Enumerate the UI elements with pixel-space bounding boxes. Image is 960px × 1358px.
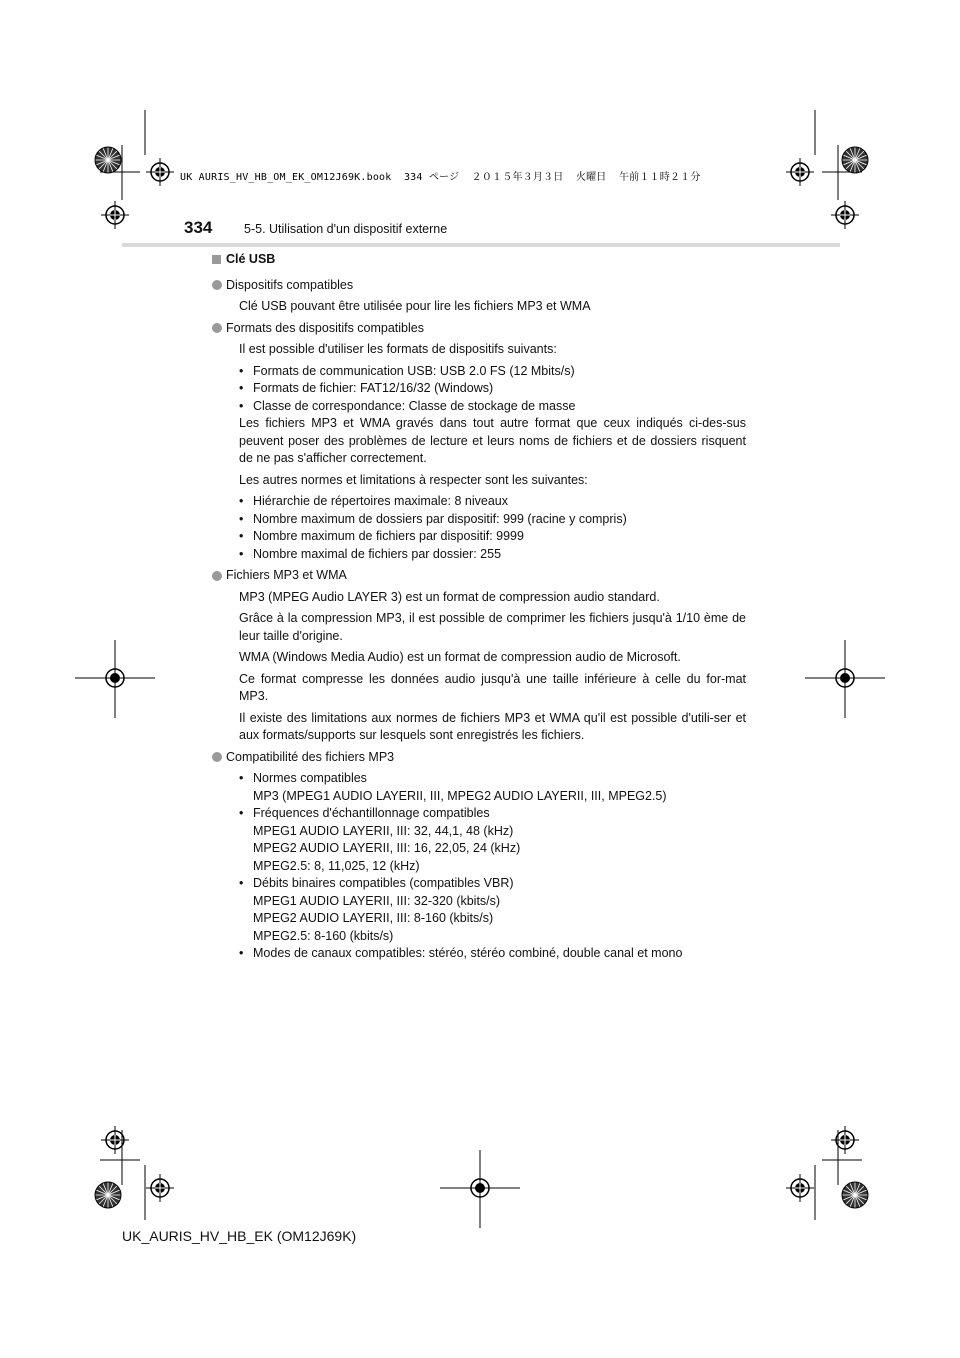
paragraph: Il est possible d'utiliser les formats de dispositifs suivants: — [239, 342, 557, 356]
section-heading — [212, 251, 746, 269]
list-item: • Classe de correspondance: Classe de stockage de masse — [239, 398, 746, 416]
list-subitem: MPEG1 AUDIO LAYERII, III: 32-320 (kbits/s) — [253, 893, 501, 908]
list-item: • Modes de canaux compatibles: stéréo, stéréo combiné, double canal et mono — [239, 945, 746, 963]
paragraph: WMA (Windows Media Audio) est un format de compression audio de Microsoft. — [239, 650, 681, 664]
list-item: • Hiérarchie de répertoires maximale: 8 niveaux — [239, 493, 746, 511]
list-item: • Débits binaires compatibles (compatibles VBR) — [239, 875, 746, 893]
paragraph: Les autres normes et limitations à respecter sont les suivantes: — [239, 472, 588, 487]
page-content — [212, 251, 746, 967]
header-rule — [122, 243, 840, 247]
list-subitem: MP3 (MPEG1 AUDIO LAYERII, III, MPEG2 AUDIO LAYERII, III, MPEG2.5) — [253, 788, 667, 803]
bullet-title: Dispositifs compatibles — [226, 277, 354, 292]
section-title: 5-5. Utilisation d'un dispositif externe — [244, 222, 448, 236]
list-subitem: MPEG2.5: 8-160 (kbits/s) — [253, 928, 394, 943]
bullet-title: Formats des dispositifs compatibles — [226, 320, 424, 335]
list-subitem: MPEG1 AUDIO LAYERII, III: 32, 44,1, 48 (kHz) — [253, 823, 514, 838]
list-subitem: MPEG2 AUDIO LAYERII, III: 16, 22,05, 24 (kHz) — [253, 841, 521, 855]
bullet-title: Fichiers MP3 et WMA — [226, 568, 347, 582]
circle-bullet-icon — [212, 280, 222, 290]
list-item: • Nombre maximum de fichiers par dispositif: 9999 — [239, 528, 746, 546]
list — [239, 493, 746, 563]
bullet-item — [212, 749, 746, 767]
page-number: 334 — [184, 218, 213, 237]
paragraph: Il existe des limitations aux normes de fichiers MP3 et WMA qu'il est possible d'utili-ser et aux formats/supports sur lesquels sont enregistrés les fichiers. — [239, 710, 746, 742]
heading-text: Clé USB — [226, 252, 276, 266]
bullet-item — [212, 277, 746, 295]
paragraph: Clé USB pouvant être utilisée pour lire les fichiers MP3 et WMA — [239, 299, 591, 313]
list-item: • Formats de communication USB: USB 2.0 FS (12 Mbits/s) — [239, 363, 746, 381]
document-code: UK_AURIS_HV_HB_EK (OM12J69K) — [122, 1228, 357, 1244]
paragraph: Ce format compresse les données audio jusqu'à une taille inférieure à celle du for-mat MP3. — [239, 671, 746, 703]
list-item: • Normes compatibles — [239, 770, 746, 788]
paragraph: Grâce à la compression MP3, il est possible de comprimer les fichiers jusqu'à 1/10 ème de leur taille d'origine. — [239, 611, 746, 643]
square-bullet-icon — [212, 255, 221, 264]
bullet-item — [212, 320, 746, 338]
paragraph: Les fichiers MP3 et WMA gravés dans tout autre format que ceux indiqués ci-des-sus peuvent poser des problèmes de lecture et leurs noms de fichiers et de dossiers risquent de ne pas s'afficher correctement. — [239, 416, 746, 465]
list-item: • Fréquences d'échantillonnage compatibles — [239, 805, 746, 823]
bullet-title: Compatibilité des fichiers MP3 — [226, 749, 395, 764]
bullet-item — [212, 567, 746, 585]
list — [239, 363, 746, 416]
circle-bullet-icon — [212, 323, 222, 333]
list-item: • Nombre maximum de dossiers par dispositif: 999 (racine y compris) — [239, 511, 746, 529]
circle-bullet-icon — [212, 752, 222, 762]
paragraph: MP3 (MPEG Audio LAYER 3) est un format de compression audio standard. — [239, 589, 660, 604]
list-item: • Nombre maximal de fichiers par dossier: 255 — [239, 546, 746, 564]
list-item: • Formats de fichier: FAT12/16/32 (Windows) — [239, 380, 746, 398]
book-info-line: UK AURIS_HV_HB_OM_EK_OM12J69K.book 334 ページ ２０１５年３月３日 火曜日 午前１１時２１分 — [180, 172, 701, 183]
circle-bullet-icon — [212, 571, 222, 581]
list-subitem: MPEG2.5: 8, 11,025, 12 (kHz) — [253, 858, 420, 873]
list-subitem: MPEG2 AUDIO LAYERII, III: 8-160 (kbits/s) — [253, 911, 494, 925]
list — [239, 770, 746, 963]
